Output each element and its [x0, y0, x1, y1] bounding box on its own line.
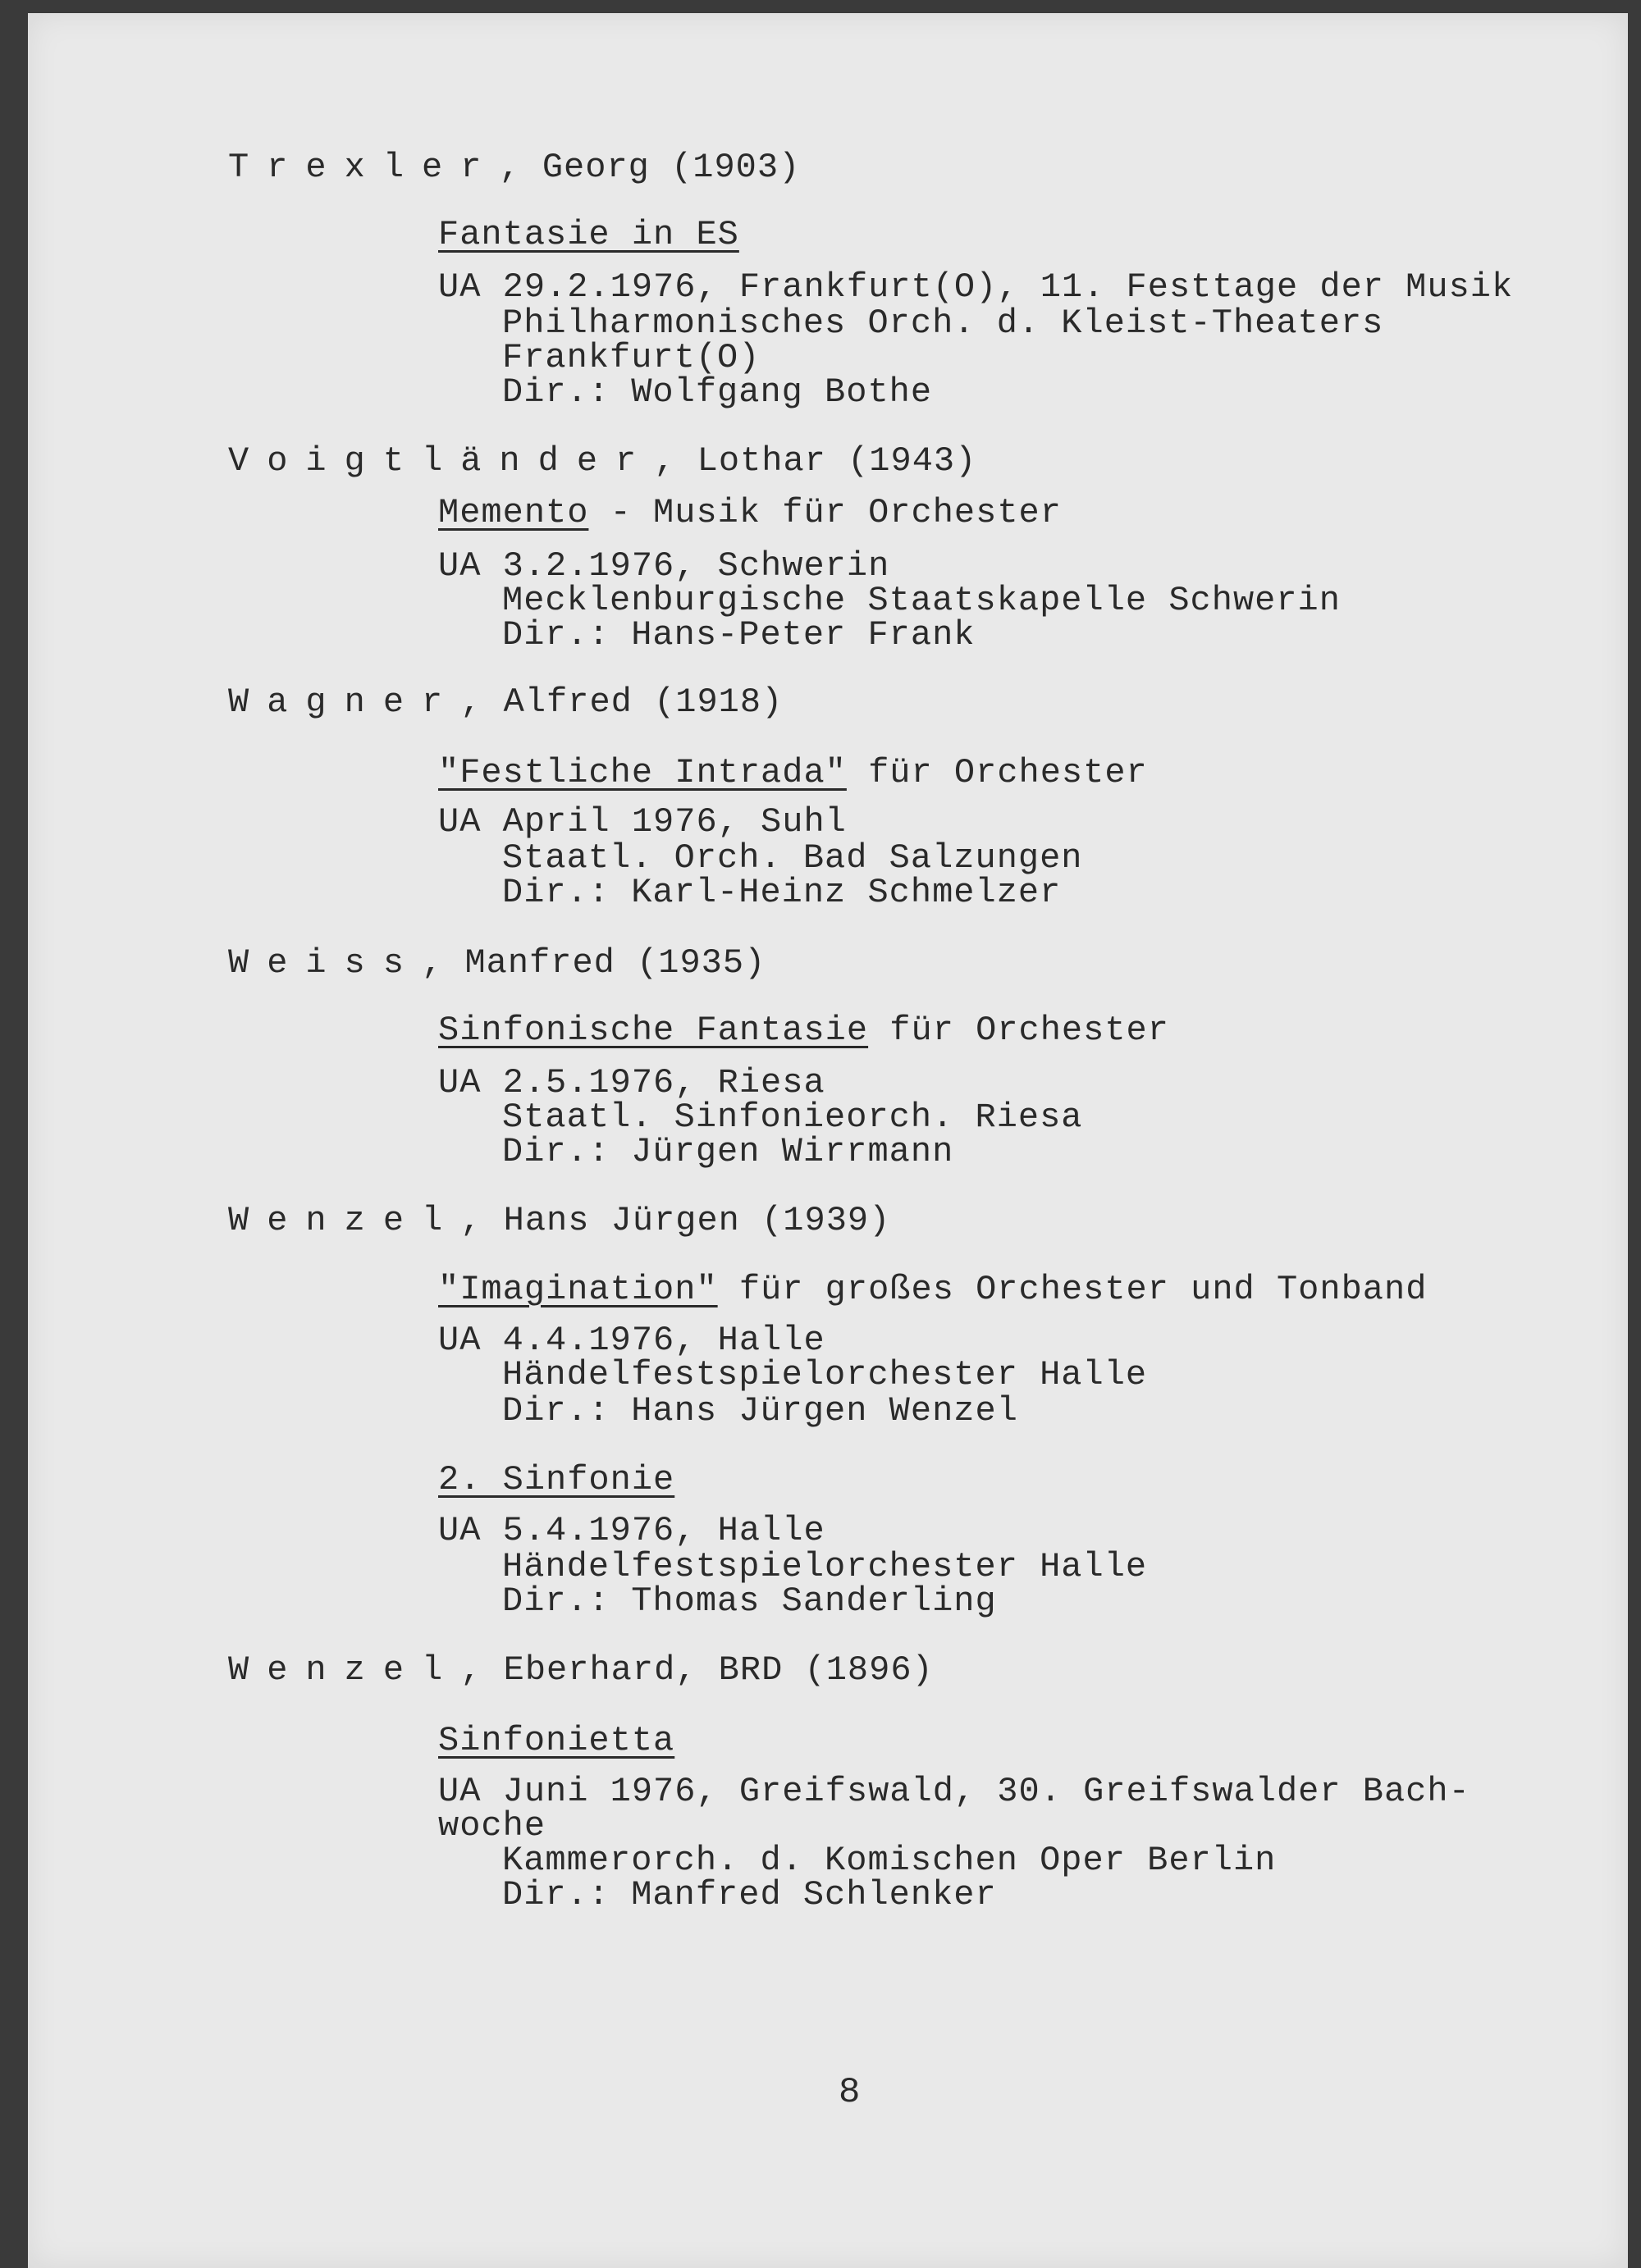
performance-detail: Händelfestspielorchester Halle [502, 1355, 1148, 1394]
work-title [438, 1011, 1169, 1050]
work-title-main: Sinfonietta [438, 1721, 675, 1760]
performance-detail: Philharmonisches Orch. d. Kleist-Theaters [502, 303, 1384, 343]
performance-detail: Dir.: Thomas Sanderling [502, 1581, 997, 1621]
composer-heading [228, 943, 766, 983]
work-title [438, 1460, 674, 1499]
page-number: 8 [839, 2072, 861, 2113]
premiere-line: UA Juni 1976, Greifswald, 30. Greifswalder Bach- [438, 1772, 1470, 1811]
work-title-main: Fantasie in ES [438, 215, 739, 254]
work-title-main: Sinfonische Fantasie [438, 1011, 869, 1050]
document-page [28, 13, 1628, 2268]
premiere-line: UA 5.4.1976, Halle [438, 1511, 825, 1550]
composer-surname: Wagner [228, 682, 461, 722]
work-title [438, 753, 1148, 792]
performance-detail: Dir.: Hans-Peter Frank [502, 615, 976, 655]
composer-surname: Wenzel [228, 1650, 461, 1690]
work-title-main: "Imagination" [438, 1270, 718, 1309]
work-title-main: Memento [438, 493, 589, 532]
performance-detail: Kammerorch. d. Komischen Oper Berlin [502, 1841, 1277, 1880]
composer-details: , Manfred (1935) [422, 943, 766, 983]
performance-detail: Staatl. Sinfonieorch. Riesa [502, 1097, 1083, 1137]
work-title-suffix: - Musik für Orchester [588, 493, 1062, 532]
composer-surname: Wenzel [228, 1201, 461, 1240]
performance-detail: Frankfurt(O) [502, 338, 761, 377]
performance-detail: Händelfestspielorchester Halle [502, 1547, 1148, 1586]
work-title [438, 493, 1062, 532]
composer-heading [228, 1201, 890, 1240]
performance-detail: Staatl. Orch. Bad Salzungen [502, 838, 1083, 878]
composer-heading [228, 148, 800, 187]
premiere-line: UA 2.5.1976, Riesa [438, 1063, 825, 1102]
premiere-line: UA 4.4.1976, Halle [438, 1321, 825, 1360]
performance-detail: Dir.: Karl-Heinz Schmelzer [502, 873, 1062, 912]
work-title [438, 215, 739, 254]
premiere-line-continued: woche [438, 1806, 546, 1846]
composer-details: , Alfred (1918) [460, 682, 784, 722]
composer-details: , Georg (1903) [499, 148, 801, 187]
composer-details: , Lothar (1943) [654, 441, 977, 481]
composer-heading [228, 441, 976, 481]
composer-surname: Weiss [228, 943, 423, 983]
premiere-line: UA April 1976, Suhl [438, 802, 847, 842]
composer-heading [228, 682, 783, 722]
work-title-suffix: für Orchester [868, 1011, 1169, 1050]
performance-detail: Mecklenburgische Staatskapelle Schwerin [502, 581, 1341, 620]
performance-detail: Dir.: Wolfgang Bothe [502, 372, 933, 412]
composer-surname: Trexler [228, 148, 500, 187]
work-title [438, 1270, 1427, 1309]
work-title [438, 1721, 674, 1760]
performance-detail: Dir.: Hans Jürgen Wenzel [502, 1391, 1018, 1431]
performance-detail: Dir.: Manfred Schlenker [502, 1875, 997, 1914]
work-title-main: "Festliche Intrada" [438, 753, 847, 792]
composer-details: , Hans Jürgen (1939) [460, 1201, 891, 1240]
premiere-line: UA 3.2.1976, Schwerin [438, 546, 890, 586]
work-title-suffix: für Orchester [846, 753, 1148, 792]
composer-details: , Eberhard, BRD (1896) [460, 1650, 934, 1690]
composer-surname: Voigtländer [228, 441, 655, 481]
composer-heading [228, 1650, 934, 1690]
work-title-suffix: für großes Orchester und Tonband [717, 1270, 1428, 1309]
premiere-line: UA 29.2.1976, Frankfurt(O), 11. Festtage der Musik [438, 267, 1514, 307]
work-title-main: 2. Sinfonie [438, 1460, 675, 1499]
performance-detail: Dir.: Jürgen Wirrmann [502, 1132, 954, 1171]
